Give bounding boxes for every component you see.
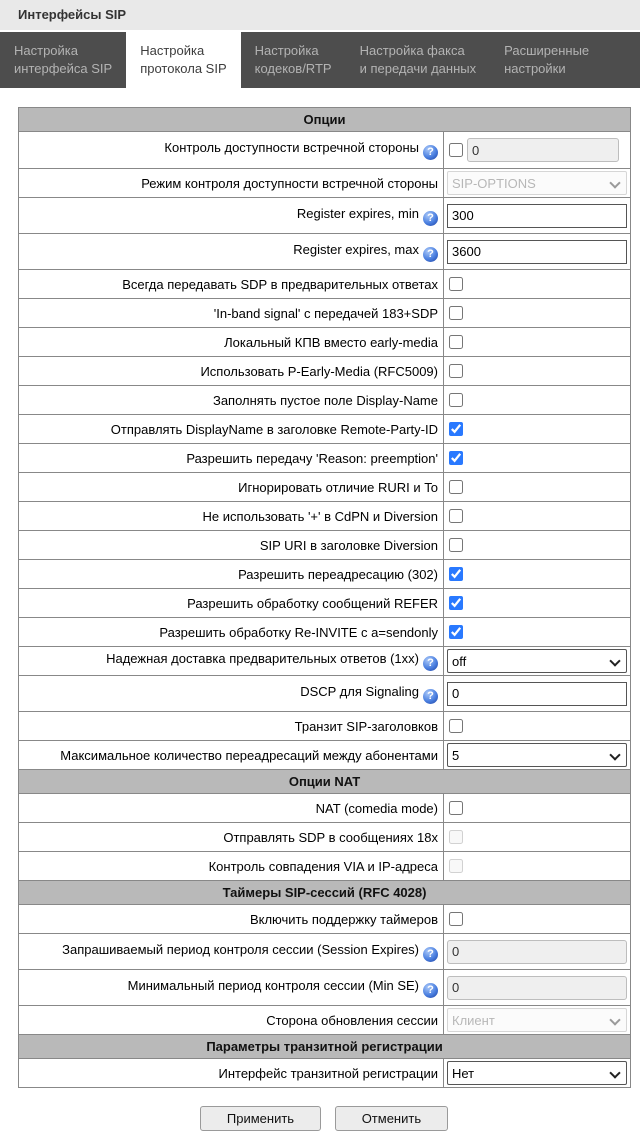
table-row	[19, 560, 631, 589]
table-row	[19, 905, 631, 934]
checkbox[interactable]	[449, 912, 463, 926]
row-label	[19, 823, 444, 852]
text-input[interactable]	[447, 682, 627, 706]
row-control-cell	[444, 386, 631, 415]
table-row	[19, 299, 631, 328]
row-label	[19, 618, 444, 647]
table-row	[19, 881, 631, 905]
section-header: Опции NAT	[19, 770, 631, 794]
row-label-text: Разрешить переадресацию (302)	[238, 566, 438, 582]
table-row	[19, 712, 631, 741]
row-control-cell	[444, 560, 631, 589]
row-control-cell	[444, 712, 631, 741]
row-control-cell	[444, 618, 631, 647]
checkbox[interactable]	[449, 335, 463, 349]
table-row	[19, 234, 631, 270]
row-label	[19, 589, 444, 618]
table-row	[19, 108, 631, 132]
checkbox[interactable]	[449, 143, 463, 157]
checkbox[interactable]	[449, 538, 463, 552]
row-label-text: Запрашиваемый период контроля сессии (Session Expires)	[62, 941, 419, 957]
table-row	[19, 741, 631, 770]
table-row	[19, 1059, 631, 1088]
section-header: Параметры транзитной регистрации	[19, 1035, 631, 1059]
checkbox[interactable]	[449, 567, 463, 581]
row-label	[19, 905, 444, 934]
row-label-text: Использовать P-Early-Media (RFC5009)	[200, 363, 438, 379]
row-label	[19, 676, 444, 712]
row-control-cell	[444, 169, 631, 198]
row-label-text: Включить поддержку таймеров	[249, 911, 438, 927]
settings-table-wrap	[18, 107, 630, 1088]
select[interactable]	[447, 649, 627, 673]
row-control-cell	[444, 934, 631, 970]
checkbox[interactable]	[449, 509, 463, 523]
row-label	[19, 444, 444, 473]
row-label-text: Register expires, min	[296, 205, 419, 221]
text-input[interactable]	[447, 204, 627, 228]
checkbox[interactable]	[449, 277, 463, 291]
table-row	[19, 823, 631, 852]
row-label-text: Разрешить передачу 'Reason: preemption'	[186, 450, 438, 466]
row-label-text: Отправлять SDP в сообщениях 18x	[223, 829, 438, 845]
tab-sip-protocol[interactable]: Настройка протокола SIP	[126, 32, 240, 88]
help-icon[interactable]: ?	[423, 983, 438, 998]
checkbox[interactable]	[449, 422, 463, 436]
row-label	[19, 794, 444, 823]
checkbox[interactable]	[449, 480, 463, 494]
row-label	[19, 386, 444, 415]
select	[447, 1008, 627, 1032]
row-label	[19, 647, 444, 676]
row-label-text: 'In-band signal' с передачей 183+SDP	[213, 305, 438, 321]
table-row	[19, 473, 631, 502]
row-control-cell	[444, 852, 631, 881]
row-label-text: Разрешить обработку сообщений REFER	[187, 595, 438, 611]
select-wrap	[447, 1061, 627, 1085]
help-icon[interactable]: ?	[423, 145, 438, 160]
row-control-cell	[444, 823, 631, 852]
row-label-text: Не использовать '+' в CdPN и Diversion	[202, 508, 438, 524]
row-control-cell	[444, 502, 631, 531]
row-label	[19, 328, 444, 357]
row-control-cell	[444, 589, 631, 618]
row-control-cell	[444, 234, 631, 270]
row-control-cell	[444, 270, 631, 299]
row-control-cell	[444, 970, 631, 1006]
table-row	[19, 647, 631, 676]
section-header: Опции	[19, 108, 631, 132]
checkbox	[449, 830, 463, 844]
select-wrap	[447, 649, 627, 673]
row-label	[19, 970, 444, 1006]
table-row	[19, 1006, 631, 1035]
row-label-text: Всегда передавать SDP в предварительных ответах	[122, 276, 438, 292]
row-control-cell	[444, 444, 631, 473]
row-label-text: Разрешить обработку Re-INVITE с a=sendonly	[159, 624, 438, 640]
row-label	[19, 1059, 444, 1088]
action-buttons	[18, 1106, 630, 1131]
row-label	[19, 741, 444, 770]
row-label-text: Отправлять DisplayName в заголовке Remote-Party-ID	[110, 421, 438, 437]
row-control-cell	[444, 198, 631, 234]
row-label	[19, 502, 444, 531]
row-label-text: Транзит SIP-заголовков	[294, 718, 438, 734]
select[interactable]	[447, 1061, 627, 1085]
help-icon[interactable]: ?	[423, 247, 438, 262]
tab-codecs-rtp[interactable]: Настройка кодеков/RTP	[254, 43, 332, 76]
row-label	[19, 712, 444, 741]
table-row	[19, 531, 631, 560]
row-label-text: DSCP для Signaling	[300, 683, 419, 699]
row-label-text: Контроль доступности встречной стороны	[164, 140, 419, 155]
row-label-text: Интерфейс транзитной регистрации	[218, 1065, 438, 1081]
table-row	[19, 386, 631, 415]
text-input	[447, 940, 627, 964]
row-control-cell	[444, 1059, 631, 1088]
table-row	[19, 676, 631, 712]
row-label	[19, 1006, 444, 1035]
table-row	[19, 1035, 631, 1059]
text-input	[467, 138, 619, 162]
row-label-text: NAT (comedia mode)	[315, 800, 438, 816]
checkbox[interactable]	[449, 364, 463, 378]
table-row	[19, 415, 631, 444]
tab-sip-interface[interactable]: Настройка интерфейса SIP	[14, 43, 113, 76]
select	[447, 171, 627, 195]
table-row	[19, 357, 631, 386]
settings-table	[18, 107, 631, 1088]
select-wrap	[447, 171, 627, 195]
row-label	[19, 415, 444, 444]
row-control-cell	[444, 328, 631, 357]
row-label-text: Локальный КПВ вместо early-media	[224, 334, 438, 350]
apply-button[interactable]: Применить	[200, 1106, 321, 1131]
row-label-text: Минимальный период контроля сессии (Min SE)	[127, 977, 419, 993]
row-label	[19, 234, 444, 270]
checkbox[interactable]	[449, 306, 463, 320]
row-control-cell	[444, 415, 631, 444]
row-label-text: Режим контроля доступности встречной стороны	[141, 175, 438, 191]
row-label-text: Игнорировать отличие RURI и To	[238, 479, 438, 495]
table-row	[19, 852, 631, 881]
text-input	[447, 976, 627, 1000]
row-control-cell	[444, 357, 631, 386]
tab-bar	[0, 32, 640, 88]
row-label-text: Сторона обновления сессии	[266, 1012, 438, 1028]
checkbox[interactable]	[449, 451, 463, 465]
row-label	[19, 852, 444, 881]
table-row	[19, 198, 631, 234]
row-control-cell	[444, 905, 631, 934]
row-label-text: SIP URI в заголовке Diversion	[259, 537, 438, 553]
table-row	[19, 770, 631, 794]
row-control-cell	[444, 132, 631, 169]
row-label	[19, 299, 444, 328]
section-header: Таймеры SIP-сессий (RFC 4028)	[19, 881, 631, 905]
table-row	[19, 328, 631, 357]
row-label	[19, 198, 444, 234]
row-control-cell	[444, 647, 631, 676]
row-label-text: Register expires, max	[293, 241, 419, 257]
page-title: Интерфейсы SIP	[0, 0, 640, 30]
help-icon[interactable]: ?	[423, 656, 438, 671]
checkbox	[449, 859, 463, 873]
row-control-cell	[444, 473, 631, 502]
row-label	[19, 473, 444, 502]
checkbox[interactable]	[449, 596, 463, 610]
row-label-text: Заполнять пустое поле Display-Name	[212, 392, 438, 408]
checkbox[interactable]	[449, 719, 463, 733]
table-row	[19, 444, 631, 473]
checkbox[interactable]	[449, 625, 463, 639]
help-icon[interactable]: ?	[423, 689, 438, 704]
row-label-text: Контроль совпадения VIA и IP-адреса	[208, 858, 438, 874]
row-label	[19, 132, 444, 169]
row-label-text: Надежная доставка предварительных ответов (1xx)	[106, 651, 419, 666]
row-control-cell	[444, 1006, 631, 1035]
cancel-button[interactable]: Отменить	[335, 1106, 448, 1131]
row-control-cell	[444, 676, 631, 712]
select[interactable]	[447, 743, 627, 767]
row-control-cell	[444, 299, 631, 328]
table-row	[19, 934, 631, 970]
help-icon[interactable]: ?	[423, 947, 438, 962]
help-icon[interactable]: ?	[423, 211, 438, 226]
select-wrap	[447, 743, 627, 767]
select-wrap	[447, 1008, 627, 1032]
row-control-cell	[444, 794, 631, 823]
table-row	[19, 794, 631, 823]
row-label	[19, 357, 444, 386]
table-row	[19, 589, 631, 618]
table-row	[19, 169, 631, 198]
checkbox[interactable]	[449, 801, 463, 815]
row-label	[19, 560, 444, 589]
table-row	[19, 270, 631, 299]
row-label	[19, 270, 444, 299]
row-control-cell	[444, 741, 631, 770]
row-label	[19, 934, 444, 970]
table-row	[19, 970, 631, 1006]
table-row	[19, 132, 631, 169]
row-control-cell	[444, 531, 631, 560]
table-row	[19, 618, 631, 647]
tab-advanced[interactable]: Расширенные настройки	[504, 43, 590, 76]
tab-fax-data[interactable]: Настройка факса и передачи данных	[359, 43, 477, 76]
row-label-text: Максимальное количество переадресаций между абонентами	[60, 747, 438, 763]
row-label	[19, 169, 444, 198]
table-row	[19, 502, 631, 531]
row-label	[19, 531, 444, 560]
checkbox[interactable]	[449, 393, 463, 407]
text-input[interactable]	[447, 240, 627, 264]
